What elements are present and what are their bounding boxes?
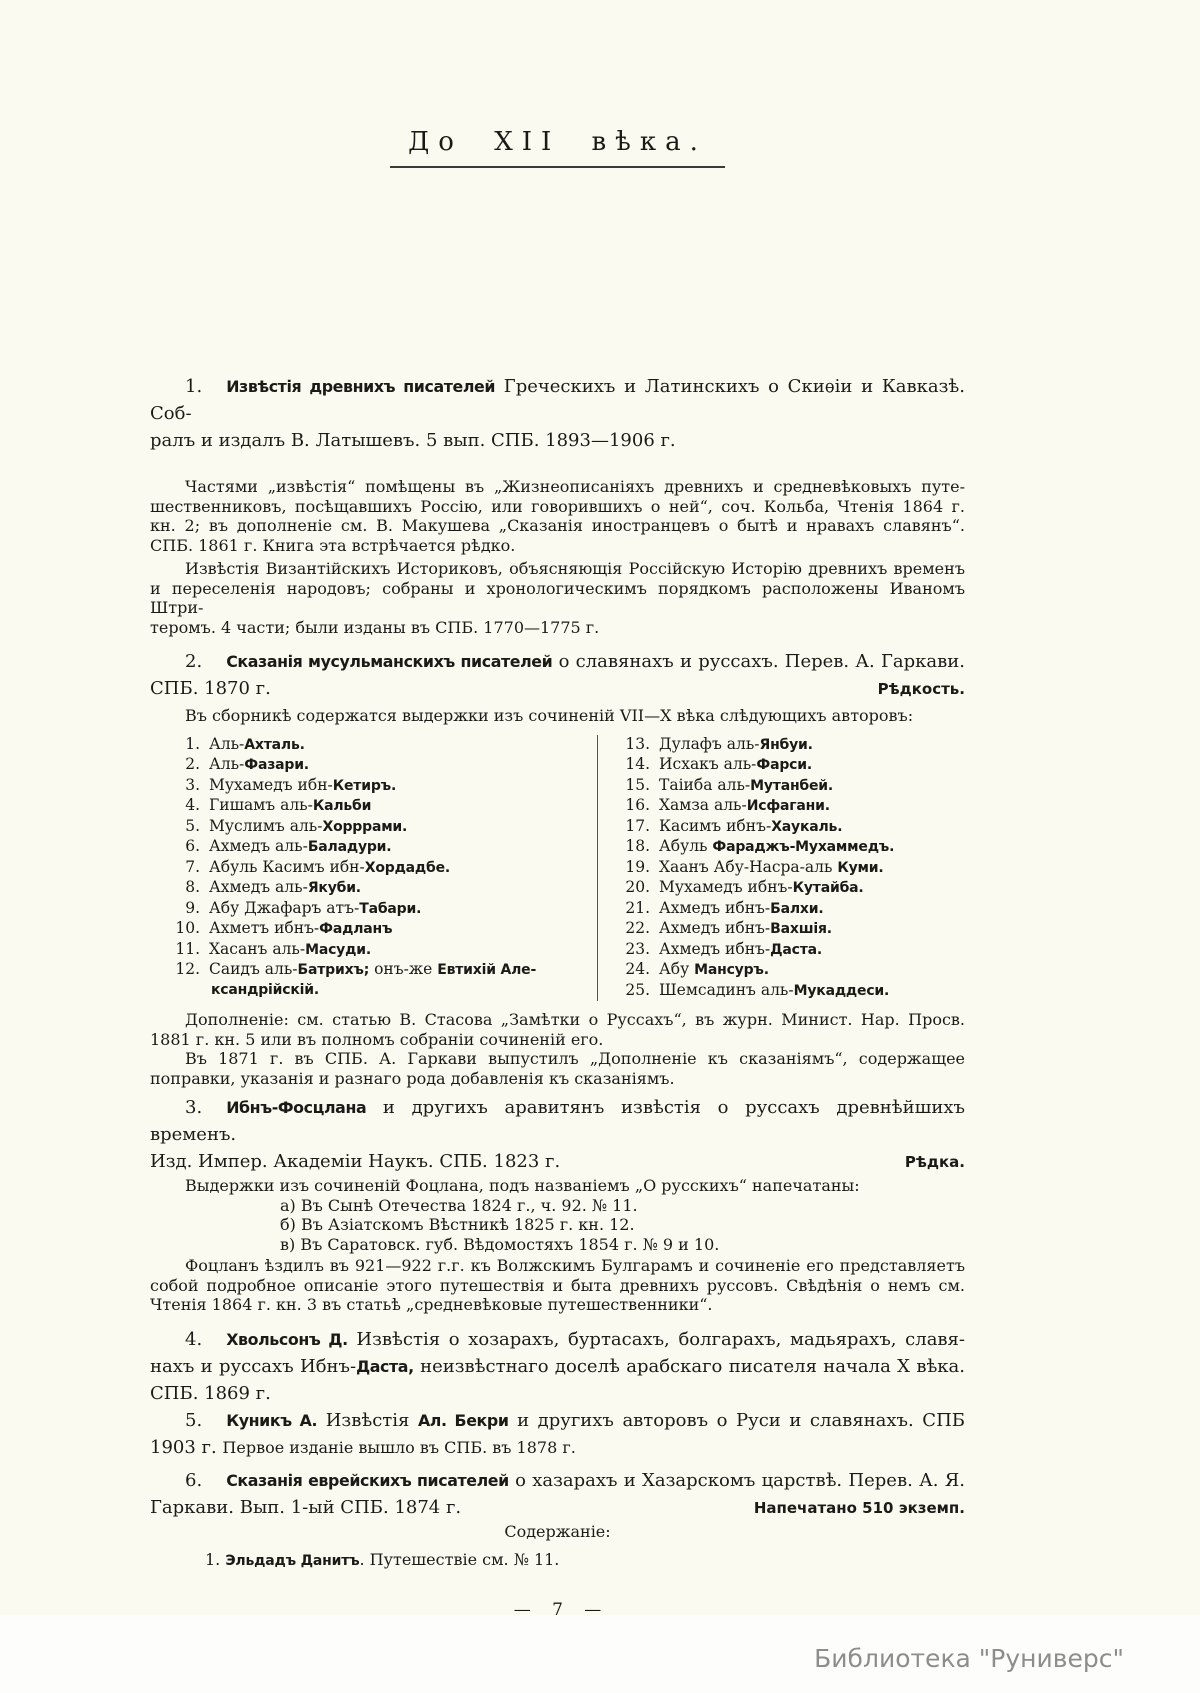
author-list-item: 15. Таіиба аль-Мутанбей. [625,775,834,794]
entry-heading-line: 1903 г. Первое изданіе вышло въ СПБ. въ 1878 г. [150,1436,576,1458]
list-intro: Въ сборникѣ содержатся выдержки изъ сочиненій VII—X вѣка слѣдующихъ авторовъ: [185,706,914,725]
note-line: Чтенія 1864 г. кн. 3 въ статьѣ „средневѣковые путешественники“. [150,1295,713,1314]
rarity-label: Рѣдка. [904,1153,965,1171]
entry-heading-line: 5. Куникъ А. Извѣстія Ал. Бекри и другихъ авторовъ о Руси и славянахъ. СПБ [150,1407,965,1434]
entry-heading-text: Гаркави. Вып. 1-ый СПБ. 1874 г. [150,1496,462,1518]
entry-title-bold: Ибнъ-Фосцлана [226,1098,367,1117]
note-subline: б) Въ Азіатскомъ Вѣстникѣ 1825 г. кн. 12. [280,1215,635,1234]
entry-heading-text: о славянахъ и руссахъ. Перев. А. Гаркави. [552,651,965,672]
entry-heading-line: нахъ и руссахъ Ибнъ-Даста, неизвѣстнаго доселѣ арабскаго писателя начала X вѣка. [150,1355,966,1377]
author-list-item: 7. Абуль Касимъ ибн-Хордадбе. [185,857,451,876]
author-list-item: 11. Хасанъ аль-Масуди. [175,939,371,958]
authors-column-right [597,735,965,1002]
note-line: и переселенія народовъ; собраны и хронологическимъ порядкомъ расположены Иваномъ Штри- [150,578,965,617]
entry-title-bold: Сказанія мусульманскихъ писателей [226,652,553,671]
author-list-item: 24. Абу Мансуръ. [625,960,769,978]
entry-number: 2. [185,651,203,672]
rarity-label: Рѣдкость. [877,680,965,698]
author-list-item: 8. Ахмедъ аль-Якуби. [185,878,361,896]
author-list-item: 18. Абуль Фараджъ-Мухаммедъ. [625,837,895,855]
entry-title-bold: Сказанія еврейскихъ писателей [226,1470,509,1490]
author-list-item: 3. Мухамедъ ибн-Кетиръ. [185,775,397,794]
note-line: собой подробное описаніе этого путешествія и быта древнихъ руссовъ. Свѣдѣнія о немъ см. [150,1275,965,1295]
entry-heading-line [150,1494,965,1522]
author-list-item: 4. Гишамъ аль-Кальби [185,796,372,814]
author-list-item: 9. Абу Джафаръ атъ-Табари. [185,898,422,917]
authors-list [150,735,965,1002]
entry-note [150,1256,965,1315]
author-list-item: 25. Шемсадинъ аль-Мукаддеси. [625,980,890,999]
entry-title-bold: Хвольсонъ Д. [226,1329,348,1349]
note-line: СПБ. 1861 г. Книга эта встрѣчается рѣдко. [150,535,516,555]
note-line: поправки, указанія и разнаго рода добавленія къ сказаніямъ. [150,1068,675,1088]
entry-number: 6. [185,1469,203,1491]
entry-heading-line: СПБ. 1869 г. [150,1382,271,1404]
entry-title-bold: Извѣстія древнихъ писателей [226,377,496,396]
contents-item: 1. Эльдадъ Данитъ. Путешествіе см. № 11. [205,1550,560,1569]
entry-note [150,559,965,637]
note-line: Выдержки изъ сочиненій Фоцлана, подъ названіемъ „О русскихъ“ напечатаны: [185,1176,860,1195]
entry-heading-text: и другихъ аравитянъ извѣстія о руссахъ древнѣйшихъ временъ. [150,1097,965,1145]
author-list-item: 1. Аль-Ахталь. [185,734,305,753]
author-list-item-wrap: ксандрійскій. [211,981,319,998]
author-list-item: 23. Ахмедъ ибнъ-Даста. [625,939,823,958]
entry-heading-text: Греческихъ и Латинскихъ о Скиѳіи и Кавказѣ. Соб- [150,376,965,424]
text-column [150,0,965,1620]
entry-heading-line [150,1467,965,1494]
author-list-item: 22. Ахмедъ ибнъ-Вахшія. [625,919,832,937]
author-list-item: 21. Ахмедъ ибнъ-Балхи. [625,898,824,917]
contents-heading: Содержаніе: [504,1521,611,1541]
note-line: Извѣстія Византійскихъ Историковъ, объясняющія Россійскую Исторію древнихъ временъ [185,559,965,578]
note-line: Дополненіе: см. статью В. Стасова „Замѣтки о Руссахъ“, въ журн. Минист. Нар. Просв. [185,1010,965,1029]
note-subline: а) Въ Сынѣ Отечества 1824 г., ч. 92. № 11. [280,1195,638,1215]
page-number: — 7 — [513,1599,602,1620]
author-list-item: 2. Аль-Фазари. [185,755,309,773]
author-list-item: 10. Ахметъ ибнъ-Фадланъ [175,919,393,937]
entry-heading-line [150,373,965,427]
note-line: кн. 2; въ дополненіе см. В. Макушева „Сказанія иностранцевъ о бытѣ и нравахъ славянъ“. [150,516,965,535]
entry-heading-line: ралъ и издалъ В. Латышевъ. 5 вып. СПБ. 1893—1906 г. [150,430,676,451]
title-wrap [150,0,965,168]
entry-heading-line [150,675,965,703]
note-line: шественниковъ, посѣщавшихъ Россію, или говорившихъ о ней“, соч. Кольба, Чтенія 1864 г. [150,496,965,516]
note-line: Въ 1871 г. въ СПБ. А. Гаркави выпустилъ „Дополненіе къ сказаніямъ“, содержащее [185,1049,965,1068]
edition-note: Первое изданіе вышло въ СПБ. въ 1878 г. [222,1437,576,1457]
entry-number: 4. [185,1328,203,1350]
page-title: До XII вѣка. [390,127,725,168]
entry-number: 1. [185,376,203,397]
note-line: 1881 г. кн. 5 или въ полномъ собраніи сочиненій его. [150,1029,604,1049]
note-line: теромъ. 4 части; были изданы въ СПБ. 1770—1775 г. [150,617,600,637]
entry-heading-text: Извѣстія о хозарахъ, буртасахъ, болгарахъ, мадьярахъ, славя- [347,1328,965,1350]
author-list-item: 14. Исхакъ аль-Фарси. [625,755,813,773]
author-list-item: 13. Дулафъ аль-Янбуи. [625,734,813,753]
note-line: Фоцланъ ѣздилъ въ 921—922 г.г. къ Волжскимъ Булгарамъ и сочиненіе его представляетъ [185,1256,965,1275]
print-run-label: Напечатано 510 экземп. [753,1498,965,1517]
entry-heading-line [150,1326,965,1353]
author-list-item: 17. Касимъ ибнъ-Хаукаль. [625,816,843,835]
author-list-item: 16. Хамза аль-Исфагани. [625,796,830,814]
author-list-item: 12. Саидъ аль-Батрихъ; онъ-же Евтихій Але- [175,960,537,978]
entry-heading-text: Изд. Импер. Академіи Наукъ. СПБ. 1823 г. [150,1151,561,1172]
entry-3 [150,1094,965,1315]
entry-heading-line [150,1094,965,1148]
entry-note [150,477,965,555]
author-list-item: 5. Муслимъ аль-Хорррами. [185,816,408,835]
author-list-item: 19. Хаанъ Абу-Насра-аль Куми. [625,857,884,876]
entry-5 [150,1407,965,1461]
entry-heading-line [150,1148,965,1176]
authors-column-left [150,735,597,1002]
entry-number: 5. [185,1409,203,1431]
entry-1 [150,373,965,637]
entry-title-bold: Куникъ А. [226,1410,318,1430]
entry-6 [150,1467,965,1572]
entry-4 [150,1326,965,1407]
author-list-item: 6. Ахмедъ аль-Баладури. [185,837,392,855]
entry-note [150,1010,965,1088]
note-line: Частями „извѣстія“ помѣщены въ „Жизнеописаніяхъ древнихъ и средневѣковыхъ путе- [185,477,965,496]
entry-number: 3. [185,1097,203,1118]
author-list-item: 20. Мухамедъ ибнъ-Кутайба. [625,878,864,896]
entry-heading-line [150,648,965,675]
entry-heading-text: СПБ. 1870 г. [150,678,271,699]
entry-heading-text: о хазарахъ и Хазарскомъ царствѣ. Перев. А. Я. [508,1469,965,1491]
note-subline: в) Въ Саратовск. губ. Вѣдомостяхъ 1854 г. № 9 и 10. [280,1234,720,1254]
entry-2 [150,648,965,1088]
watermark: Библиотека "Руниверс" [814,1644,1124,1673]
